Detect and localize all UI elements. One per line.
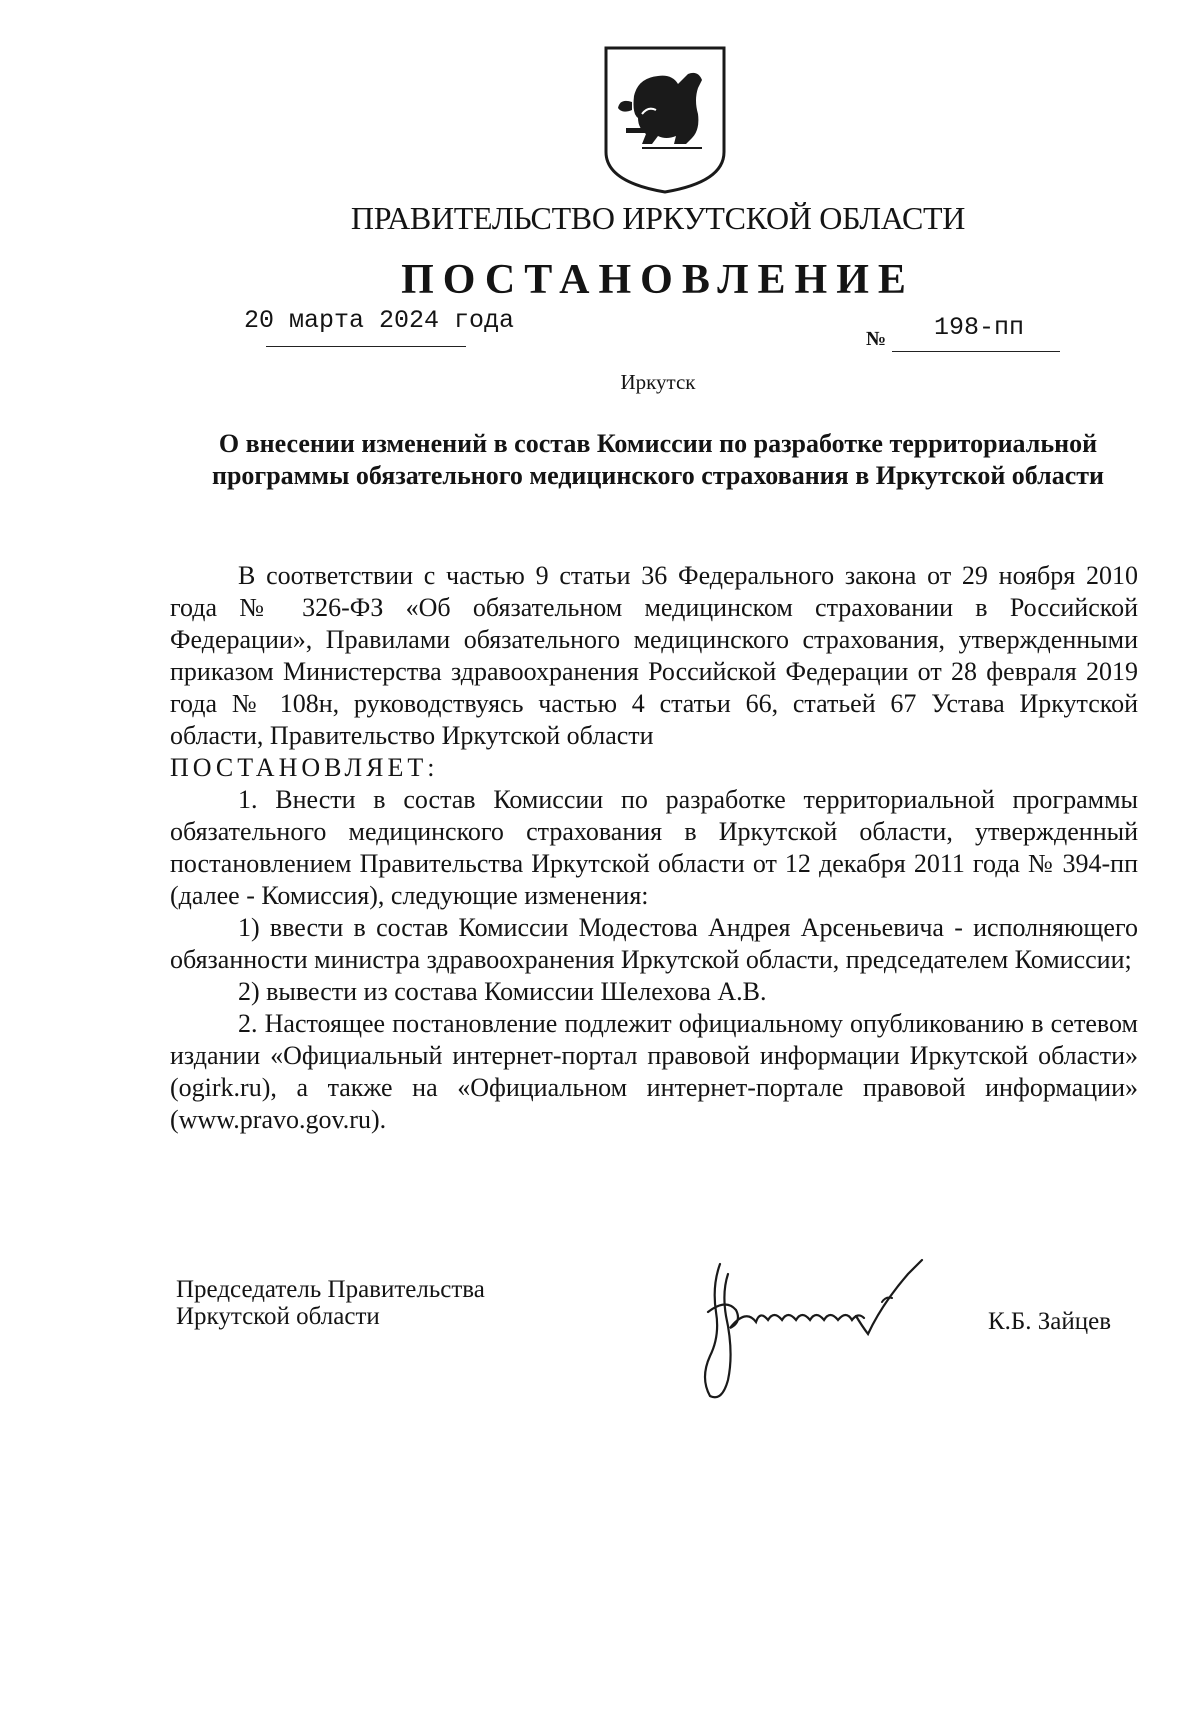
document-body: [170, 560, 1138, 1136]
item-1-2-paragraph: 2) вывести из состава Комиссии Шелехова А.В.: [238, 977, 767, 1006]
issuing-authority: ПРАВИТЕЛЬСТВО ИРКУТСКОЙ ОБЛАСТИ: [350, 200, 966, 236]
item-1-1-paragraph: 1) ввести в состав Комиссии Модестова Андрея Арсеньевича - исполняющего обязанности министра здравоохранения Иркутской области, председателем Комиссии;: [170, 913, 1138, 974]
issue-city: Иркутск: [620, 370, 696, 394]
signer-title: [176, 1276, 485, 1330]
number-underline: [892, 351, 1060, 352]
document-date: 20 марта 2024 года: [244, 306, 515, 335]
document-type-title: ПОСТАНОВЛЕНИЕ: [401, 257, 915, 303]
signer-title-line-2: Иркутской области: [176, 1303, 380, 1330]
signer-name: К.Б. Зайцев: [988, 1308, 1112, 1335]
number-label: №: [866, 328, 887, 350]
document-subject: О внесении изменений в состав Комиссии по разработке территориальной программы обязательного медицинского страхования в Иркутской области: [211, 429, 1105, 490]
date-underline: [266, 346, 466, 347]
preamble-paragraph: В соответствии с частью 9 статьи 36 Федерального закона от 29 ноября 2010 года № 326-ФЗ «Об обязательном медицинском страховании в Российской Федерации», Правилами обязательного медицинского страхования, утвержденными приказом Министерства здравоохранения Российской Федерации от 28 февраля 2019 года № 108н, руководствуясь частью 4 статьи 66, статьей 67 Устава Иркутской области, Правительство Иркутской области: [170, 561, 1138, 750]
resolves-heading: ПОСТАНОВЛЯЕТ:: [170, 753, 439, 782]
item-2-paragraph: 2. Настоящее постановление подлежит официальному опубликованию в сетевом издании «Официальный интернет-портал правовой информации Иркутской области» (ogirk.ru), а также на «Официальном интернет-портале правовой информации» (www.pravo.gov.ru).: [170, 1009, 1138, 1134]
item-1-paragraph: 1. Внести в состав Комиссии по разработке территориальной программы обязательного медицинского страхования в Иркутской области, утвержденный постановлением Правительства Иркутской области от 12 декабря 2011 года № 394-пп (далее - Комиссия), следующие изменения:: [170, 785, 1138, 910]
document-number: 198-пп: [934, 313, 1025, 342]
irkutsk-coat-of-arms-icon: [602, 44, 728, 196]
signer-title-line-1: Председатель Правительства: [176, 1276, 485, 1303]
handwritten-signature: [686, 1256, 956, 1404]
